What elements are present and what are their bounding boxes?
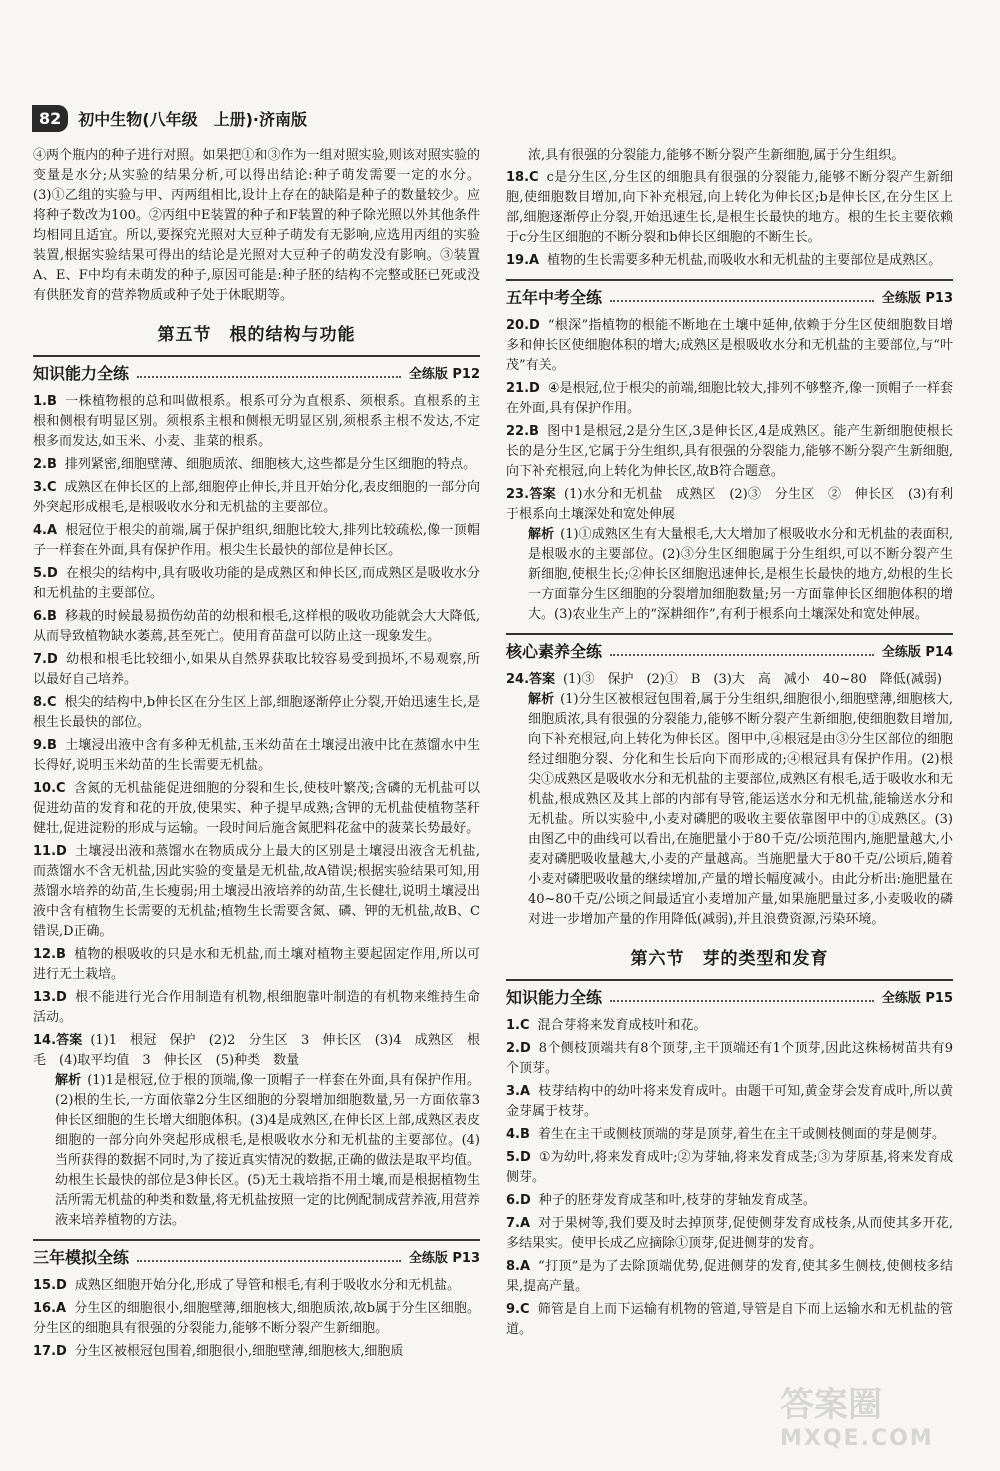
watermark-line2: MXQE.COM (780, 1426, 934, 1451)
answer-item (506, 1148, 953, 1188)
q24-answer: (1)③ 保护 (2)① B (3)大 高 减小 40~80 降低(减弱) (563, 672, 942, 687)
q14-number: 14.答案 (33, 1033, 83, 1048)
item-text: 混合芽将来发育成枝叶和花。 (537, 1018, 707, 1033)
item-text: “根深”指植物的根能不断地在土壤中延伸,依赖于分生区使细胞数目增多和伸长区使细胞体积的增大;成熟区是根吸收水分和无机盐的主要部位,与“叶茂”有关。 (506, 318, 953, 373)
answer-item (506, 1191, 953, 1211)
item-text: 含氮的无机盐能促进细胞的分裂和生长,使枝叶繁茂;含磷的无机盐可以促进幼苗的发育和花的开放,使果实、种子提早成熟;含钾的无机盐使植物茎秆健壮,促进淀粉的形成与运输。一段时间后施含氮肥料花盆中的菠菜长势最好。 (33, 781, 480, 836)
band-ref: 全练版 P14 (881, 645, 953, 660)
item-number: 4.B (506, 1127, 530, 1142)
item-number: 18.C (506, 170, 539, 185)
item-text: ①为幼叶,将来发育成叶;②为芽轴,将来发育成茎;③为芽原基,将来发育成侧芽。 (506, 1150, 953, 1185)
answer-item (33, 779, 480, 839)
item-text: 8个侧枝顶端共有8个顶芽,主干顶端还有1个顶芽,因此这株杨树苗共有9个顶芽。 (506, 1041, 953, 1076)
item-number: 1.C (506, 1018, 530, 1033)
item-text: ④是根冠,位于根尖的前端,细胞比较大,排列不够整齐,像一顶帽子一样套在外面,具有保护作用。 (506, 381, 954, 416)
item-number: 9.B (33, 738, 57, 753)
answer-item (33, 478, 480, 518)
band-label: 知识能力全练 (506, 988, 603, 1007)
page-number: 82 (32, 105, 68, 132)
item-text: 根尖的结构中,b伸长区在分生区上部,细胞逐渐停止分裂,开始迅速生长,是根生长最快的部位。 (33, 695, 480, 730)
left-column (33, 146, 480, 1365)
band-core (506, 633, 953, 662)
answer-item (33, 842, 480, 942)
item-text: 图中1是根冠,2是分生区,3是伸长区,4是成熟区。能产生新细胞使根长长的是分生区,它属于分生组织,具有很强的分裂能力,能够不断分裂产生新细胞,向下补充根冠,向上转化为伸长区,故B符合题意。 (506, 424, 953, 479)
q23-analysis-tag: 解析 (528, 527, 555, 542)
book-title: 初中生物(八年级 上册)·济南版 (78, 109, 307, 129)
item-number: 22.B (506, 424, 539, 439)
item-number: 2.B (33, 457, 57, 472)
section-title-5: 第五节 根的结构与功能 (157, 325, 356, 345)
item-text: 在根尖的结构中,具有吸收功能的是成熟区和伸长区,而成熟区是吸收水分和无机盐的主要部位。 (33, 566, 480, 601)
band-label: 核心素养全练 (506, 642, 603, 661)
answer-item (506, 1125, 953, 1145)
band-dots (610, 292, 874, 302)
answer-item (33, 693, 480, 733)
item-number: 21.D (506, 381, 540, 396)
item-number: 3.C (33, 480, 57, 495)
watermark-line1: 答案圈 (780, 1385, 882, 1425)
answer-item (506, 1257, 953, 1297)
q23-analysis: (1)①成熟区生有大量根毛,大大增加了根吸收水分和无机盐的表面积,是根吸水的主要部位。(2)③分生区细胞属于分生组织,可以不断分裂产生新细胞,使根生长;②伸长区细胞迅速伸长,是根生长最快的地方,幼根的生长一方面靠分生区细胞的分裂增加细胞数量;另一方面靠伸长区细胞体积的增大。(3)农业生产上的“深耕细作”,有利于根系向土壤深处和宽处伸展。 (528, 527, 953, 622)
band-knowledge-2 (506, 979, 953, 1008)
item-number: 6.B (33, 609, 57, 624)
page-header (32, 100, 307, 136)
band-ref: 全练版 P12 (408, 367, 480, 382)
section-title-6: 第六节 芽的类型和发育 (630, 949, 829, 969)
answer-item (33, 945, 480, 985)
item-number: 15.D (33, 1278, 67, 1293)
intro-paragraph: ④两个瓶内的种子进行对照。如果把①和③作为一组对照实验,则该对照实验的变量是水分;从实验的结果分析,可以得出结论:种子萌发需要一定的水分。(3)①乙组的实验与甲、丙两组相比,设计上存在的缺陷是种子的数量较少。应将种子数改为100。②丙组中E装置的种子和F装置的种子除光照以外其他条件均相同且适宜。所以,要探究光照对大豆种子萌发有无影响,应选用丙组的实验装置,根据实验结果可得出的结论是光照对大豆种子的萌发没有影响。③装置A、E、F中均有未萌发的种子,原因可能是:种子胚的结构不完整或胚已死或没有供胚发育的营养物质或种子处于休眠期等。 (33, 148, 480, 303)
item-text: 对于果树等,我们要及时去掉顶芽,促使侧芽发育成枝条,从而使其多开花,多结果实。使甲长成乙应摘除①顶芽,促进侧芽的发育。 (506, 1216, 953, 1251)
item-number: 8.C (33, 695, 57, 710)
item-text: 种子的胚芽发育成茎和叶,枝芽的芽轴发育成茎。 (538, 1193, 816, 1208)
item-number: 7.D (33, 652, 58, 667)
item-text: “打顶”是为了去除顶端优势,促进侧芽的发育,使其多生侧枝,使侧枝多结果,提高产量。 (506, 1259, 953, 1294)
item-text: 枝芽结构中的幼叶将来发育成叶。由题干可知,黄金芽会发育成叶,所以黄金芽属于枝芽。 (506, 1084, 953, 1119)
answer-item (506, 1300, 953, 1340)
band-ref: 全练版 P13 (881, 291, 953, 306)
answer-item (33, 455, 480, 475)
band-dots (137, 1252, 401, 1262)
item-number: 12.B (33, 947, 66, 962)
item-text: 土壤浸出液和蒸馏水在物质成分上最大的区别是土壤浸出液含无机盐,而蒸馏水不含无机盐,因此实验的变量是无机盐,故A错误;根据实验结果可知,用蒸馏水培养的幼苗,生长瘦弱;用土壤浸出液培养的幼苗,生长健壮,说明土壤浸出液中含有植物生长需要的无机盐;植物生长需要含氮、磷、钾的无机盐,故B、C错误,D正确。 (33, 844, 480, 939)
item-number: 1.B (33, 394, 57, 409)
answer-item (33, 736, 480, 776)
item-text: 根冠位于根尖的前端,属于保护组织,细胞比较大,排列比较疏松,像一顶帽子一样套在外面,具有保护作用。根尖生长最快的部位是伸长区。 (33, 523, 480, 558)
answer-item (506, 168, 953, 248)
item-number: 2.D (506, 1041, 531, 1056)
band-dots (610, 646, 874, 656)
answer-item (506, 316, 953, 376)
q23-answer: (1)水分和无机盐 成熟区 (2)③ 分生区 ② 伸长区 (3)有利于根系向土壤深处和宽处伸展 (506, 487, 954, 522)
q23-analysis-block (506, 525, 953, 625)
answer-item (33, 392, 480, 452)
answer-item (33, 1276, 480, 1296)
answer-item (506, 1082, 953, 1122)
item-text: 移栽的时候最易损伤幼苗的幼根和根毛,这样根的吸收功能就会大大降低,从而导致植物缺水萎蔫,甚至死亡。使用育苗盘可以防止这一现象发生。 (33, 609, 480, 644)
answer-item (33, 1299, 480, 1339)
answer-item (33, 1342, 480, 1362)
answer-item (506, 1016, 953, 1036)
right-column (506, 146, 953, 1343)
band-ref: 全练版 P13 (408, 1251, 480, 1266)
answer-item (33, 607, 480, 647)
continuation-text: 浓,具有很强的分裂能力,能够不断分裂产生新细胞,属于分生组织。 (528, 148, 905, 163)
item-text: 一株植物根的总和叫做根系。根系可分为直根系、须根系。直根系的主根和侧根有明显区别。须根系主根和侧根无明显区别,须根系主根不发达,不定根多而发达,如玉米、小麦、韭菜的根系。 (33, 394, 480, 449)
answer-item (506, 379, 953, 419)
q23-number: 23.答案 (506, 487, 557, 502)
band-label: 三年模拟全练 (33, 1248, 130, 1267)
band-dots (137, 368, 401, 378)
item-number: 13.D (33, 990, 67, 1005)
q14-answer: (1)1 根冠 保护 (2)2 分生区 3 伸长区 (3)4 成熟区 根毛 (4)取平均值 3 伸长区 (5)种类 数量 (33, 1033, 481, 1068)
item-number: 6.D (506, 1193, 531, 1208)
q24-analysis: (1)分生区被根冠包围着,属于分生组织,细胞很小,细胞壁薄,细胞核大,细胞质浓,具有很强的分裂能力,能够不断分裂产生新细胞,使细胞数目增加,向下补充根冠,向上转化为伸长区。图甲中,④根冠是由③分生区部位的细胞经过细胞分裂、分化和生长后向下而形成的;④根冠具有保护作用。(2)根尖①成熟区是吸收水分和无机盐的主要部位,成熟区有根毛,适于吸收水和无机盐,根成熟区及其上部的内部有导管,能运送水分和无机盐,能输送水分和无机盐。所以实验中,小麦对磷肥的吸收主要依靠图甲中的①成熟区。(3)由图乙中的曲线可以看出,在施肥量小于80千克/公顷范围内,施肥量越大,小麦对磷肥吸收量越大,小麦的产量越高。当施肥量大于80千克/公顷后,随着小麦对磷肥吸收量的继续增加,产量的增长幅度减小。由此分析出:施肥量在40~80千克/公顷之间最适宜小麦增加产量,如果施肥量过多,小麦吸收的磷对进一步增加产量的作用降低(减弱),并且浪费资源,污染环境。 (528, 692, 953, 927)
item-number: 5.D (33, 566, 58, 581)
q14-analysis-tag: 解析 (55, 1073, 82, 1088)
item-text: 土壤浸出液中含有多种无机盐,玉米幼苗在土壤浸出液中比在蒸馏水中生长得好,说明玉米幼苗的生长需要无机盐。 (33, 738, 480, 773)
band-label: 五年中考全练 (506, 288, 603, 307)
band-label: 知识能力全练 (33, 364, 130, 383)
item-text: 着生在主干或侧枝顶端的芽是顶芽,着生在主干或侧枝侧面的芽是侧芽。 (537, 1127, 946, 1142)
q14-analysis: (1)1是根冠,位于根的顶端,像一顶帽子一样套在外面,具有保护作用。(2)根的生长,一方面依靠2分生区细胞的分裂增加细胞数量,另一方面依靠3伸长区细胞的生长增大细胞体积。(3)4是成熟区,在伸长区上部,成熟区表皮细胞的一部分向外突起形成根毛,是根吸收水分和无机盐的主要部位。(4)当所获得的数据不同时,为了接近真实情况的数据,正确的做法是取平均值。幼根生长最快的部位是3伸长区。(5)无土栽培指不用土壤,而是根据植物生活所需无机盐的种类和数量,将无机盐按照一定的比例配制成营养液,用营养液来培养植物的方法。 (55, 1073, 480, 1228)
item-number: 8.A (506, 1259, 531, 1274)
item-text: 成熟区在伸长区的上部,细胞停止伸长,并且开始分化,表皮细胞的一部分向外突起形成根毛,是根吸收水分和无机盐的主要部位。 (33, 480, 480, 515)
q24-analysis-tag: 解析 (528, 692, 555, 707)
item-text: 植物的根吸收的只是水和无机盐,而土壤对植物主要起固定作用,所以可进行无土栽培。 (33, 947, 480, 982)
q23 (506, 485, 953, 625)
item-text: 成熟区细胞开始分化,形成了导管和根毛,有利于吸收水分和无机盐。 (74, 1278, 461, 1293)
q24 (506, 670, 953, 930)
band-knowledge (33, 355, 480, 384)
band-dots (610, 992, 874, 1002)
band-fiveyear (506, 279, 953, 308)
item-text: 筛管是自上而下运输有机物的管道,导管是自下而上运输水和无机盐的管道。 (506, 1302, 953, 1337)
item-number: 7.A (506, 1216, 531, 1231)
band-threeyear (33, 1239, 480, 1268)
item-number: 19.A (506, 253, 540, 268)
item-number: 17.D (33, 1344, 67, 1359)
answer-item (506, 422, 953, 482)
item-text: 植物的生长需要多种无机盐,而吸收水和无机盐的主要部位是成熟区。 (547, 253, 942, 268)
answer-item (506, 251, 953, 271)
answer-item (33, 988, 480, 1028)
q14-analysis-block (33, 1071, 480, 1231)
item-text: c是分生区,分生区的细胞具有很强的分裂能力,能够不断分裂产生新细胞,使细胞数目增加,向下补充根冠,向上转化为伸长区;b是伸长区,在分生区上部,细胞逐渐停止分裂,开始迅速生长,是根生长最快的地方。根的生长主要依赖于c分生区细胞的不断分裂和b伸长区细胞的不断生长。 (506, 170, 953, 245)
answer-item (506, 1214, 953, 1254)
q24-number: 24.答案 (506, 672, 556, 687)
answer-item (33, 521, 480, 561)
q24-analysis-block (506, 690, 953, 930)
answer-item (33, 564, 480, 604)
answer-item (506, 1039, 953, 1079)
watermark-logo (780, 1377, 980, 1457)
item-text: 分生区被根冠包围着,细胞很小,细胞壁薄,细胞核大,细胞质 (74, 1344, 404, 1359)
item-number: 3.A (506, 1084, 531, 1099)
item-text: 幼根和根毛比较细小,如果从自然界获取比较容易受到损坏,不易观察,所以最好自己培养。 (33, 652, 480, 687)
item-number: 4.A (33, 523, 58, 538)
item-text: 分生区的细胞很小,细胞壁薄,细胞核大,细胞质浓,故b属于分生区细胞。分生区的细胞具有很强的分裂能力,能够不断分裂产生新细胞。 (33, 1301, 480, 1336)
item-number: 9.C (506, 1302, 530, 1317)
item-text: 排列紧密,细胞壁薄、细胞质浓、细胞核大,这些都是分生区细胞的特点。 (64, 457, 477, 472)
item-number: 11.D (33, 844, 67, 859)
item-text: 根不能进行光合作用制造有机物,根细胞靠叶制造的有机物来维持生命活动。 (33, 990, 480, 1025)
q14 (33, 1031, 480, 1231)
item-number: 20.D (506, 318, 540, 333)
item-number: 10.C (33, 781, 66, 796)
band-ref: 全练版 P15 (881, 991, 953, 1006)
item-number: 5.D (506, 1150, 531, 1165)
answer-item (33, 650, 480, 690)
item-number: 16.A (33, 1301, 67, 1316)
